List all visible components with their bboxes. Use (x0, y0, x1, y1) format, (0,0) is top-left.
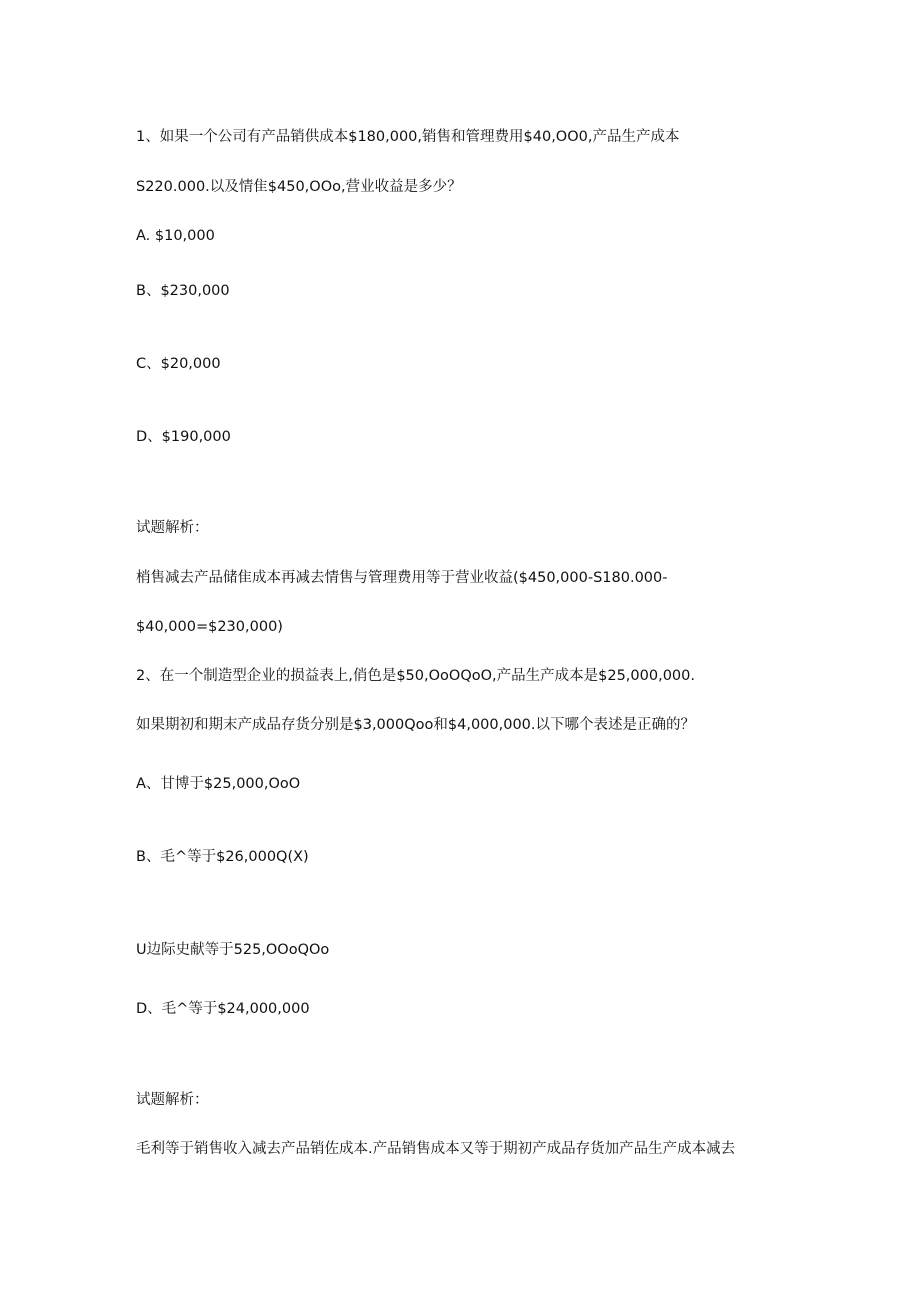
question-1-analysis-line-2: $40,000=$230,000) (136, 619, 283, 635)
question-2-option-c: U边际史献等于525,OOoQOo (136, 942, 330, 958)
question-1-option-b: B、$230,000 (136, 283, 230, 299)
question-2-analysis-label: 试题解析： (136, 1092, 209, 1108)
question-1-analysis-label: 试题解析： (136, 520, 209, 536)
question-2-option-d: D、毛^等于$24,000,000 (136, 1001, 310, 1017)
question-1-option-d: D、$190,000 (136, 429, 231, 445)
question-1-option-a: A. $10,000 (136, 228, 215, 244)
question-1-option-c: C、$20,000 (136, 356, 221, 372)
question-2-analysis-line-1: 毛利等于销售收入减去产品销佐成本.产品销售成本又等于期初产成品存货加产品生产成本减去 (136, 1141, 736, 1157)
question-1-stem-line-1: 1、如果一个公司有产品销供成本$180,000,销售和管理费用$40,OO0,产品生产成本 (136, 129, 680, 145)
question-1-stem-line-2: S220.000.以及情隹$450,OOo,营业收益是多少？ (136, 179, 462, 195)
question-1-analysis-line-1: 梢售减去产品储隹成本再减去情售与管理费用等于营业收益($450,000-S180.000- (136, 570, 668, 586)
question-2-option-b: B、毛^等于$26,000Q(X) (136, 849, 309, 865)
question-2-option-a: A、甘博于$25,000,OoO (136, 776, 301, 792)
question-2-stem-line-1: 2、在一个制造型企业的损益表上,俏色是$50,OoOQoO,产品生产成本是$25,000,000. (136, 668, 695, 684)
question-2-stem-line-2: 如果期初和期末产成品存货分别是$3,000Qoo和$4,000,000.以下哪个表述是正确的？ (136, 717, 696, 733)
